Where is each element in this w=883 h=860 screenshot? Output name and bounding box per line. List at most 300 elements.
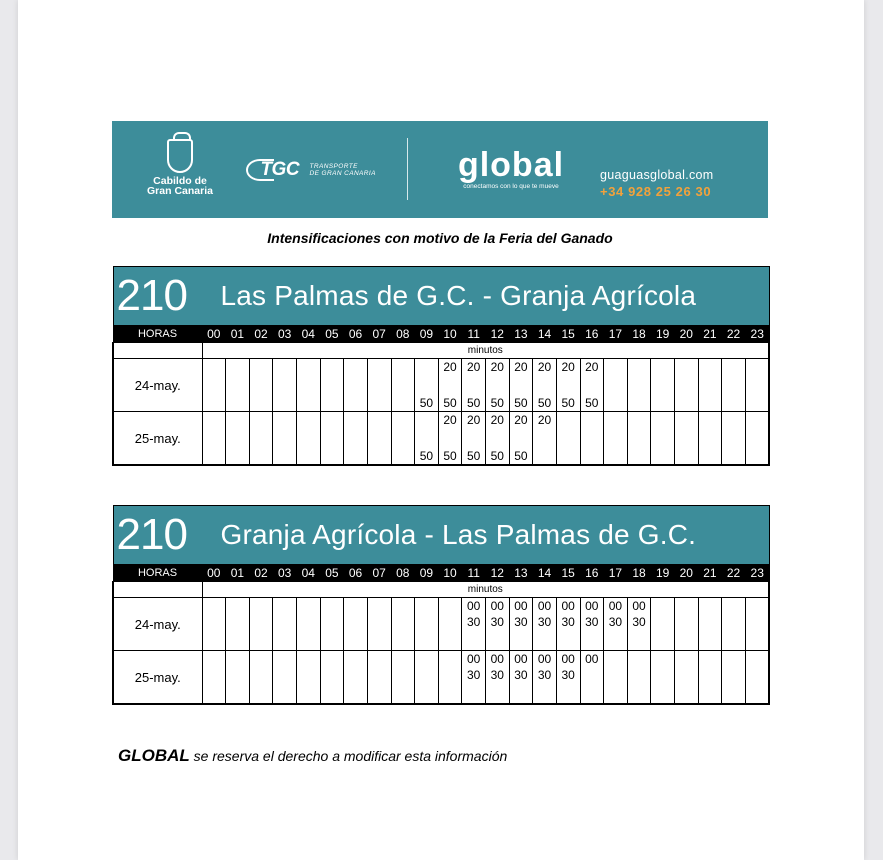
departure-cell — [462, 359, 486, 412]
departure-minutes — [604, 598, 627, 650]
hour-header: 10 — [438, 326, 462, 343]
departure-cell — [226, 598, 250, 651]
minute-first: 20 — [561, 360, 575, 374]
hour-header: 00 — [202, 326, 226, 343]
departure-cell — [651, 359, 675, 412]
minute-second: 50 — [443, 396, 457, 410]
departure-cell — [320, 359, 344, 412]
hour-header: 13 — [509, 326, 533, 343]
day-label: 24-may. — [113, 359, 202, 412]
departure-minutes — [462, 651, 485, 703]
departure-cell — [202, 651, 226, 705]
hour-header: 22 — [722, 326, 746, 343]
departure-cell — [226, 651, 250, 705]
minute-second: 30 — [585, 615, 599, 629]
departure-cell — [249, 359, 273, 412]
departure-minutes — [699, 651, 722, 703]
hour-header: 23 — [745, 565, 769, 582]
minute-second: 50 — [467, 449, 481, 463]
tgc-sub-line2: DE GRAN CANARIA — [309, 170, 376, 177]
departure-minutes — [368, 598, 391, 650]
departure-minutes — [557, 359, 580, 411]
departure-minutes — [344, 359, 367, 411]
hour-header: 19 — [651, 326, 675, 343]
minute-second: 30 — [467, 668, 481, 682]
departure-cell — [651, 412, 675, 466]
departure-cell — [202, 598, 226, 651]
departure-cell — [297, 412, 321, 466]
departure-cell — [462, 412, 486, 466]
disclaimer-brand: GLOBAL — [118, 746, 190, 765]
minute-first: 20 — [585, 360, 599, 374]
hour-header: 01 — [226, 326, 250, 343]
departure-minutes — [462, 598, 485, 650]
cabildo-line1: Cabildo de — [153, 175, 207, 187]
departure-cell — [509, 412, 533, 466]
minute-second: 50 — [467, 396, 481, 410]
minute-second: 30 — [537, 668, 552, 682]
departure-cell — [556, 651, 580, 705]
minute-first: 00 — [490, 652, 504, 666]
departure-cell — [438, 412, 462, 466]
departure-minutes — [321, 412, 344, 464]
departure-minutes — [722, 651, 745, 703]
departure-cell — [344, 359, 368, 412]
hour-header: 03 — [273, 565, 297, 582]
departure-cell — [226, 412, 250, 466]
hour-header: 04 — [297, 326, 321, 343]
hour-header: 09 — [415, 565, 439, 582]
departure-minutes — [297, 412, 320, 464]
departure-cell — [556, 359, 580, 412]
hour-header: 22 — [722, 565, 746, 582]
departure-cell — [320, 412, 344, 466]
departure-minutes — [510, 651, 533, 703]
day-row — [113, 412, 769, 466]
timetable-outbound — [112, 266, 770, 466]
departure-minutes — [368, 359, 391, 411]
departure-minutes — [581, 359, 604, 411]
minute-first: 00 — [490, 599, 504, 613]
document-subtitle: Intensificaciones con motivo de la Feria del Ganado — [267, 230, 613, 246]
departure-minutes — [344, 598, 367, 650]
departure-minutes — [510, 412, 533, 464]
minute-first: 00 — [632, 599, 646, 613]
departure-cell — [297, 651, 321, 705]
minute-first: 20 — [443, 360, 457, 374]
departure-cell — [580, 598, 604, 651]
departure-cell — [580, 651, 604, 705]
day-row — [113, 359, 769, 412]
departure-cell — [273, 412, 297, 466]
hour-header: 01 — [226, 565, 250, 582]
departure-cell — [391, 598, 415, 651]
departure-cell — [415, 359, 439, 412]
departure-minutes — [486, 412, 509, 464]
minute-first: 20 — [514, 360, 528, 374]
minute-first: 20 — [490, 360, 504, 374]
departure-cell — [297, 359, 321, 412]
departure-minutes — [273, 359, 296, 411]
departure-cell — [651, 651, 675, 705]
route-number: 210 — [116, 271, 187, 320]
hour-header: 07 — [367, 326, 391, 343]
departure-minutes — [699, 359, 722, 411]
minute-second: 50 — [419, 449, 434, 463]
departure-cell — [627, 359, 651, 412]
departure-minutes — [415, 651, 438, 703]
departure-minutes — [510, 598, 533, 650]
departure-minutes — [439, 651, 462, 703]
departure-minutes — [628, 359, 651, 411]
departure-cell — [249, 412, 273, 466]
departure-minutes — [722, 412, 745, 464]
minute-first: 20 — [467, 413, 481, 427]
hours-label: HORAS — [113, 565, 202, 582]
phone-number[interactable]: +34 928 25 26 30 — [600, 184, 712, 199]
departure-minutes — [368, 651, 391, 703]
departure-cell — [462, 651, 486, 705]
departure-cell — [745, 412, 769, 466]
departure-cell — [675, 359, 699, 412]
route-name: Granja Agrícola - Las Palmas de G.C. — [220, 519, 697, 550]
departure-cell — [509, 598, 533, 651]
departure-minutes — [604, 412, 627, 464]
hour-header: 10 — [438, 565, 462, 582]
departure-cell — [438, 598, 462, 651]
departure-minutes — [226, 651, 249, 703]
minute-first: 00 — [561, 652, 575, 666]
departure-cell — [367, 412, 391, 466]
departure-minutes — [415, 412, 438, 464]
departure-cell — [249, 651, 273, 705]
departure-minutes — [746, 651, 768, 703]
hour-header: 08 — [391, 326, 415, 343]
hour-header: 14 — [533, 326, 557, 343]
hour-header: 16 — [580, 565, 604, 582]
minute-first: 20 — [537, 413, 552, 427]
departure-minutes — [226, 598, 249, 650]
minute-second: 50 — [585, 396, 599, 410]
departure-cell — [627, 598, 651, 651]
hours-header-row — [113, 326, 769, 343]
hour-header: 21 — [698, 326, 722, 343]
hour-header: 23 — [745, 326, 769, 343]
hours-header-row — [113, 565, 769, 582]
departure-minutes — [321, 651, 344, 703]
minute-first: 20 — [467, 360, 481, 374]
hours-label: HORAS — [113, 326, 202, 343]
departure-cell — [486, 359, 510, 412]
departure-cell — [556, 412, 580, 466]
departure-cell — [533, 359, 557, 412]
departure-minutes — [581, 651, 604, 703]
hour-header: 15 — [556, 565, 580, 582]
departure-cell — [533, 412, 557, 466]
minutes-label: minutos — [202, 582, 769, 598]
departure-cell — [722, 651, 746, 705]
departure-minutes — [557, 412, 580, 464]
departure-cell — [415, 651, 439, 705]
day-label: 24-may. — [113, 598, 202, 651]
minute-second: 30 — [514, 668, 528, 682]
departure-cell — [415, 412, 439, 466]
departure-cell — [745, 598, 769, 651]
departure-minutes — [462, 359, 485, 411]
banner-divider — [407, 138, 408, 200]
departure-cell — [297, 598, 321, 651]
departure-minutes — [746, 598, 768, 650]
minute-first: 20 — [443, 413, 457, 427]
departure-cell — [556, 598, 580, 651]
departure-minutes — [628, 598, 651, 650]
hour-header: 17 — [604, 565, 628, 582]
departure-minutes — [392, 651, 415, 703]
global-logo-text: global — [457, 146, 565, 184]
minute-first: 00 — [514, 652, 528, 666]
departure-cell — [391, 359, 415, 412]
departure-minutes — [486, 359, 509, 411]
hour-header: 05 — [320, 565, 344, 582]
hour-header: 14 — [533, 565, 557, 582]
departure-minutes — [439, 412, 462, 464]
departure-minutes — [675, 412, 698, 464]
departure-minutes — [604, 651, 627, 703]
minute-first: 00 — [585, 599, 599, 613]
tgc-logo — [246, 159, 376, 181]
hour-header: 19 — [651, 565, 675, 582]
departure-minutes — [533, 412, 556, 464]
minute-second: 30 — [514, 615, 528, 629]
departure-minutes — [344, 651, 367, 703]
timetable-return — [112, 505, 770, 705]
departure-minutes — [533, 598, 556, 650]
departure-minutes — [604, 359, 627, 411]
hour-header: 13 — [509, 565, 533, 582]
tgc-logo-text: TGC — [260, 159, 300, 180]
minute-second: 50 — [490, 449, 504, 463]
hour-header: 11 — [462, 565, 486, 582]
departure-cell — [344, 412, 368, 466]
departure-minutes — [486, 651, 509, 703]
minute-first: 00 — [537, 652, 552, 666]
global-logo — [438, 146, 584, 190]
minutes-label: minutos — [202, 343, 769, 359]
departure-cell — [486, 651, 510, 705]
departure-cell — [202, 412, 226, 466]
hour-header: 02 — [249, 326, 273, 343]
departure-cell — [745, 651, 769, 705]
departure-minutes — [628, 651, 651, 703]
hour-header: 07 — [367, 565, 391, 582]
minute-second: 50 — [514, 396, 528, 410]
departure-minutes — [203, 598, 226, 650]
hour-header: 06 — [344, 565, 368, 582]
departure-cell — [533, 598, 557, 651]
route-header — [113, 506, 769, 565]
departure-cell — [722, 412, 746, 466]
minute-second: 30 — [561, 615, 575, 629]
departure-cell — [367, 359, 391, 412]
departure-cell — [627, 412, 651, 466]
departure-minutes — [415, 359, 438, 411]
departure-minutes — [722, 359, 745, 411]
hour-header: 20 — [675, 565, 699, 582]
departure-minutes — [368, 412, 391, 464]
minute-second: 50 — [443, 449, 457, 463]
route-header — [113, 267, 769, 326]
departure-minutes — [651, 359, 674, 411]
minute-first: 00 — [561, 599, 575, 613]
departure-cell — [226, 359, 250, 412]
departure-minutes — [581, 598, 604, 650]
website-link[interactable]: guaguasglobal.com — [600, 168, 714, 182]
departure-minutes — [392, 412, 415, 464]
cabildo-logo — [136, 139, 224, 196]
departure-cell — [320, 598, 344, 651]
departure-cell — [438, 651, 462, 705]
departure-cell — [698, 598, 722, 651]
departure-minutes — [297, 359, 320, 411]
departure-minutes — [226, 412, 249, 464]
departure-minutes — [203, 359, 226, 411]
minute-second: 30 — [561, 668, 575, 682]
hour-header: 02 — [249, 565, 273, 582]
departure-cell — [273, 598, 297, 651]
minute-second: 50 — [419, 396, 434, 410]
contact-info — [600, 168, 714, 199]
minute-first: 00 — [514, 599, 528, 613]
departure-minutes — [486, 598, 509, 650]
minutes-spacer — [113, 582, 202, 598]
departure-cell — [391, 412, 415, 466]
departure-minutes — [699, 598, 722, 650]
departure-cell — [580, 359, 604, 412]
departure-cell — [627, 651, 651, 705]
day-label: 25-may. — [113, 651, 202, 705]
tgc-subtitle — [310, 163, 376, 177]
minute-second: 30 — [467, 615, 481, 629]
departure-cell — [509, 651, 533, 705]
departure-cell — [509, 359, 533, 412]
minute-second: 30 — [490, 668, 504, 682]
departure-cell — [486, 412, 510, 466]
departure-minutes — [462, 412, 485, 464]
disclaimer-text: se reserva el derecho a modificar esta información — [193, 748, 508, 764]
departure-minutes — [675, 598, 698, 650]
minute-first: 00 — [608, 599, 623, 613]
departure-minutes — [250, 412, 273, 464]
minute-first: 20 — [537, 360, 552, 374]
minute-first: 00 — [585, 652, 599, 666]
departure-minutes — [392, 598, 415, 650]
departure-minutes — [392, 359, 415, 411]
departure-cell — [698, 412, 722, 466]
departure-cell — [320, 651, 344, 705]
departure-minutes — [203, 412, 226, 464]
departure-minutes — [250, 598, 273, 650]
hour-header: 21 — [698, 565, 722, 582]
minute-second: 30 — [490, 615, 504, 629]
departure-cell — [367, 651, 391, 705]
minute-second: 50 — [561, 396, 575, 410]
departure-minutes — [297, 598, 320, 650]
departure-minutes — [581, 412, 604, 464]
departure-minutes — [722, 598, 745, 650]
cabildo-line2: Gran Canaria — [147, 185, 213, 197]
departure-minutes — [699, 412, 722, 464]
minute-first: 00 — [537, 599, 552, 613]
departure-minutes — [203, 651, 226, 703]
departure-minutes — [675, 359, 698, 411]
departure-minutes — [651, 412, 674, 464]
departure-cell — [675, 412, 699, 466]
departure-cell — [438, 359, 462, 412]
departure-cell — [698, 359, 722, 412]
minutes-spacer — [113, 343, 202, 359]
departure-cell — [367, 598, 391, 651]
hour-header: 18 — [627, 326, 651, 343]
departure-minutes — [273, 412, 296, 464]
departure-minutes — [321, 598, 344, 650]
departure-minutes — [226, 359, 249, 411]
departure-minutes — [557, 651, 580, 703]
hour-header: 20 — [675, 326, 699, 343]
departure-cell — [344, 598, 368, 651]
departure-minutes — [746, 412, 768, 464]
hour-header: 04 — [297, 565, 321, 582]
departure-minutes — [415, 598, 438, 650]
departure-cell — [675, 598, 699, 651]
departure-cell — [722, 359, 746, 412]
departure-cell — [651, 598, 675, 651]
departure-cell — [675, 651, 699, 705]
departure-minutes — [439, 598, 462, 650]
hour-header: 15 — [556, 326, 580, 343]
route-name: Las Palmas de G.C. - Granja Agrícola — [220, 280, 697, 311]
day-label: 25-may. — [113, 412, 202, 466]
hour-header: 09 — [415, 326, 439, 343]
departure-cell — [486, 598, 510, 651]
departure-minutes — [651, 651, 674, 703]
hour-header: 03 — [273, 326, 297, 343]
hour-header: 17 — [604, 326, 628, 343]
departure-cell — [462, 598, 486, 651]
departure-cell — [533, 651, 557, 705]
departure-minutes — [746, 359, 768, 411]
hour-header: 05 — [320, 326, 344, 343]
hour-header: 11 — [462, 326, 486, 343]
hour-header: 12 — [486, 326, 510, 343]
disclaimer — [118, 746, 507, 766]
coat-of-arms-icon — [167, 139, 193, 173]
header-banner — [112, 121, 768, 218]
departure-minutes — [250, 651, 273, 703]
departure-cell — [202, 359, 226, 412]
minute-second: 50 — [537, 396, 552, 410]
departure-cell — [391, 651, 415, 705]
departure-minutes — [533, 651, 556, 703]
departure-cell — [604, 651, 628, 705]
minute-first: 20 — [490, 413, 504, 427]
departure-minutes — [510, 359, 533, 411]
departure-minutes — [675, 651, 698, 703]
day-row — [113, 651, 769, 705]
departure-minutes — [557, 598, 580, 650]
minute-second: 50 — [514, 449, 528, 463]
hour-header: 18 — [627, 565, 651, 582]
global-tagline: conectamos con lo que te mueve — [463, 183, 559, 190]
